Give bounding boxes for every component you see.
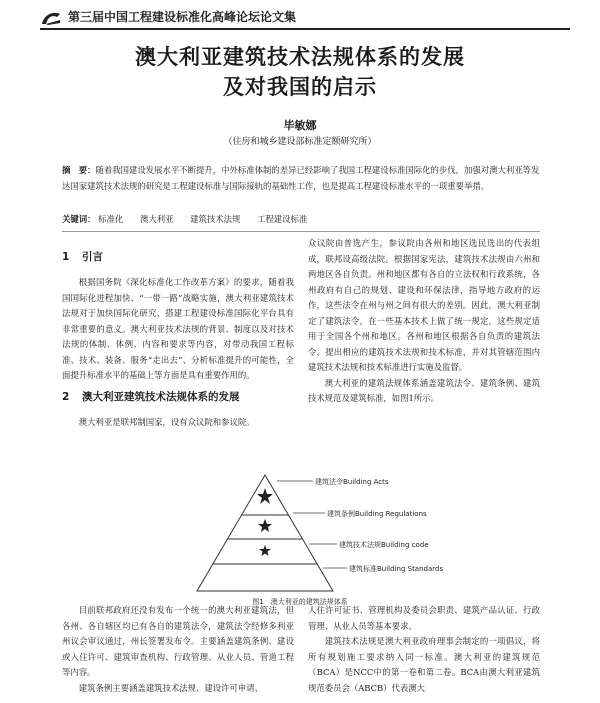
left-column <box>62 244 294 430</box>
paper-title <box>0 42 600 102</box>
figure-1-caption: 图1 澳大利亚的建筑法规体系 <box>252 598 348 606</box>
keywords <box>62 213 540 225</box>
bottom-left-paragraph-1: 目前联邦政府还没有发布一个统一的澳大利亚建筑法，但各州、各自辖区均已有各自的建筑法令，建筑法令经修多利亚州议会审议通过，州长签署发布令。主要涵盖建筑条例、建设或入住许可、建筑审查机构、行政管理、从业人员、管道工程等内容。 <box>62 605 294 677</box>
abstract-text: 随着我国建设发展水平不断提升，中外标准体制的差异已经影响了我国工程建设标准国际化的步伐，加强对澳大利亚等发达国家建筑技术法规的研究是工程建设标准与国际接轨的基础性工作，也是提高工程建设标准水平的一项重要举措。 <box>62 165 540 191</box>
section-1-paragraph: 根据国务院《深化标准化工作改革方案》的要求，随着我国国际化进程加快、“一带一路”战略实施，澳大利亚建筑技术法规对于加快国际化研究、搭建工程建设标准国际化平台具有非常重要的意义。澳大利亚技术法规的背景、制度以及对技术法规的体制、体例、内容和要求等内容，对带动我国工程标准、技术、装备、服务“走出去”、分析标准提升的可能性，全面提升标准水平的基础上等方面是具有重要作用的。 <box>62 277 294 380</box>
keyword-item: 建筑技术法规 <box>190 214 241 224</box>
right-paragraph-2: 澳大利亚的建筑法规体系涵盖建筑法令、建筑条例、建筑技术规范及建筑标准，如图1所示。 <box>308 377 540 403</box>
abstract-label: 摘 要： <box>62 165 96 175</box>
author-affiliation: （住房和城乡建设部标准定额研究所） <box>223 137 377 147</box>
header-title: 第三届中国工程建设标准化高峰论坛论文集 <box>68 10 297 24</box>
figure-label-regulations: 建筑条例Building Regulations <box>327 510 427 518</box>
bottom-right-column <box>308 603 540 696</box>
bottom-left-column <box>62 603 294 696</box>
paper-title-line2: 及对我国的启示 <box>223 75 377 99</box>
bottom-right-paragraph-2: 建筑技术法规是澳大利亚政府理事会制定的一项倡议，将所有规划施工要求纳入同一标准。澳大利亚的建筑规范（BCA）是NCC中的第一卷和第二卷。BCA由澳大利亚建筑规范委员会（ABCB）代表澳大 <box>308 636 540 693</box>
figure-1-pyramid <box>195 467 465 594</box>
paper-title-line1: 澳大利亚建筑技术法规体系的发展 <box>135 45 465 69</box>
bottom-right-paragraph-1: 人住许可证书、管理机构及委员会职责、建筑产品认证、行政管理、从业人员等基本要求。 <box>308 605 540 631</box>
keyword-item: 工程建设标准 <box>257 214 308 224</box>
conference-logo-icon <box>40 10 62 26</box>
section-1-heading <box>62 250 294 265</box>
keywords-label: 关键词： <box>62 214 96 224</box>
right-column <box>308 236 540 407</box>
figure-label-code: 建筑技术法规Building code <box>339 541 429 549</box>
bottom-left-paragraph-2: 建筑条例主要涵盖建筑技术法规、建设许可申请、 <box>78 682 264 693</box>
section-1-number: 1 <box>62 251 70 263</box>
keyword-item: 标准化 <box>98 214 124 224</box>
figure-label-standards: 建筑标准Building Standards <box>349 565 444 573</box>
section-2-heading <box>62 390 294 405</box>
section-2-paragraph: 澳大利亚是联邦制国家，设有众议院和参议院。 <box>78 416 255 427</box>
abstract <box>62 163 540 194</box>
section-1-title: 引言 <box>82 251 103 263</box>
section-2-number: 2 <box>62 390 70 403</box>
author-name: 毕敏娜 <box>283 119 317 132</box>
running-header <box>40 8 570 30</box>
figure-label-acts: 建筑法令Building Acts <box>315 478 389 486</box>
right-paragraph-1: 众议院由普选产生，参议院由各州和地区选民选出的代表组成，联邦设高级法院。根据国家宪法，建筑技术法规由六州和两地区各自负责。州和地区都有各自的立法权和行政系统，各州政府有自己的规划、建设和环保法律，指导地方政府的运作，这些法令在州与州之间有很大的差别。因此，澳大利亚制定了建筑法令，在一些基本技术上做了统一规定，这些规定适用于全国各个州和地区。各州和地区根据各自负责的建筑法令，提出相应的建筑技术法规和技术标准，并对其管辖范围内建筑技术法规和技术标准进行实施及监督。 <box>308 238 540 372</box>
keyword-item: 澳大利亚 <box>139 214 174 224</box>
section-2-title: 澳大利亚建筑技术法规体系的发展 <box>82 390 240 403</box>
abstract-divider <box>62 231 540 232</box>
